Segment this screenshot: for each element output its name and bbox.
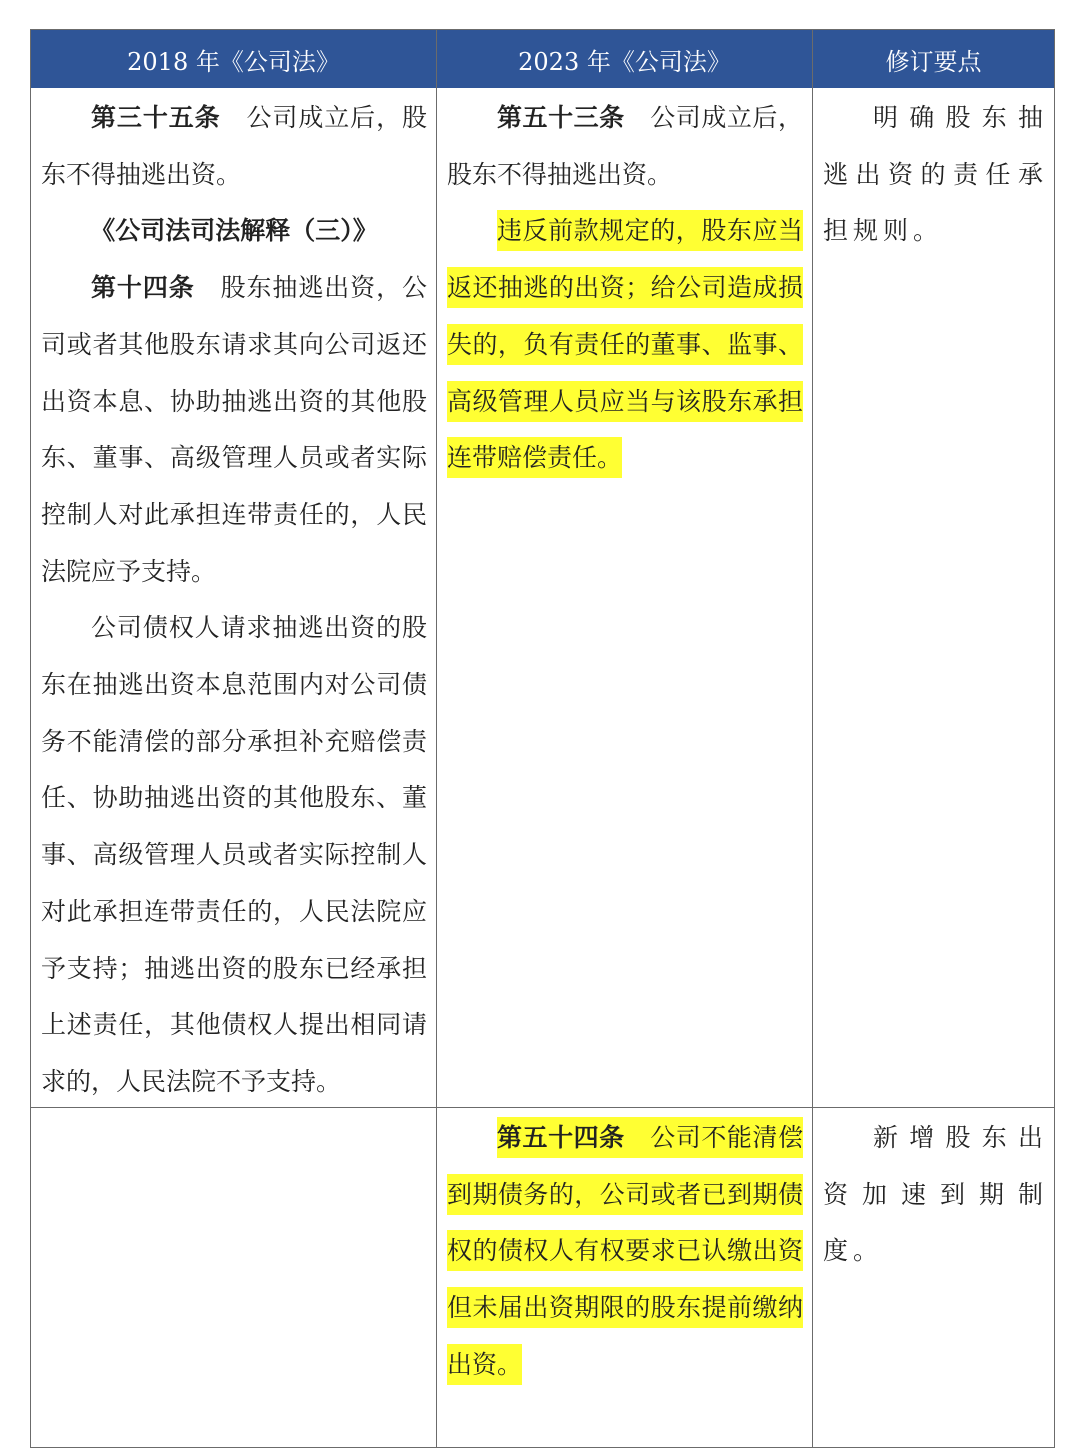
article-14-text: 股东抽逃出资，公司或者其他股东请求其向公司返还出资本息、协助抽逃出资的其他股东、董事、高级管理人员或者实际控制人对此承担连带责任的，人民法院应予支持。	[41, 273, 427, 586]
row1-old-law	[41, 90, 427, 1111]
article-54-title: 第五十四条	[497, 1123, 625, 1152]
comparison-table	[30, 29, 1055, 1448]
row1-new-law	[447, 90, 803, 487]
row2-revision-note: 新增股东出资加速到期制度。	[823, 1123, 1048, 1266]
row2-new-law	[447, 1110, 803, 1394]
column-divider	[436, 30, 437, 1447]
article-53-title: 第五十三条	[497, 103, 625, 132]
highlighted-text	[447, 1117, 803, 1385]
article-14-title: 第十四条	[91, 273, 195, 303]
article-53-para2	[447, 203, 803, 487]
row1-revision-note: 明确股东抽逃出资的责任承担规则。	[823, 103, 1048, 246]
article-53-text: 公司成立后，股东不得抽逃出资。	[447, 103, 803, 189]
article-35	[41, 90, 427, 203]
column-divider	[812, 30, 813, 1447]
article-35-text: 公司成立后，股东不得抽逃出资。	[41, 103, 427, 189]
article-54-text: 公司不能清偿到期债务的，公司或者已到期债权的债权人有权要求已认缴出资但未届出资期限的股东提前缴纳出资。	[447, 1123, 803, 1379]
article-14-para2: 公司债权人请求抽逃出资的股东在抽逃出资本息范围内对公司债务不能清偿的部分承担补充赔偿责任、协助抽逃出资的其他股东、董事、高级管理人员或者实际控制人对此承担连带责任的，人民法院应予支持；抽逃出资的股东已经承担上述责任，其他债权人提出相同请求的，人民法院不予支持。	[41, 613, 427, 1096]
header-revision-points: 修订要点	[813, 30, 1054, 88]
header-2023: 2023 年《公司法》	[437, 30, 812, 88]
header-2018: 2018 年《公司法》	[31, 30, 436, 88]
highlighted-text: 违反前款规定的，股东应当返还抽逃的出资；给公司造成损失的，负有责任的董事、监事、高级管理人员应当与该股东承担连带赔偿责任。	[447, 210, 803, 478]
article-53	[447, 90, 803, 203]
judicial-interpretation-title: 《公司法司法解释（三）》	[90, 216, 378, 246]
article-14	[41, 260, 427, 600]
article-54	[447, 1110, 803, 1394]
article-35-title: 第三十五条	[91, 103, 221, 132]
